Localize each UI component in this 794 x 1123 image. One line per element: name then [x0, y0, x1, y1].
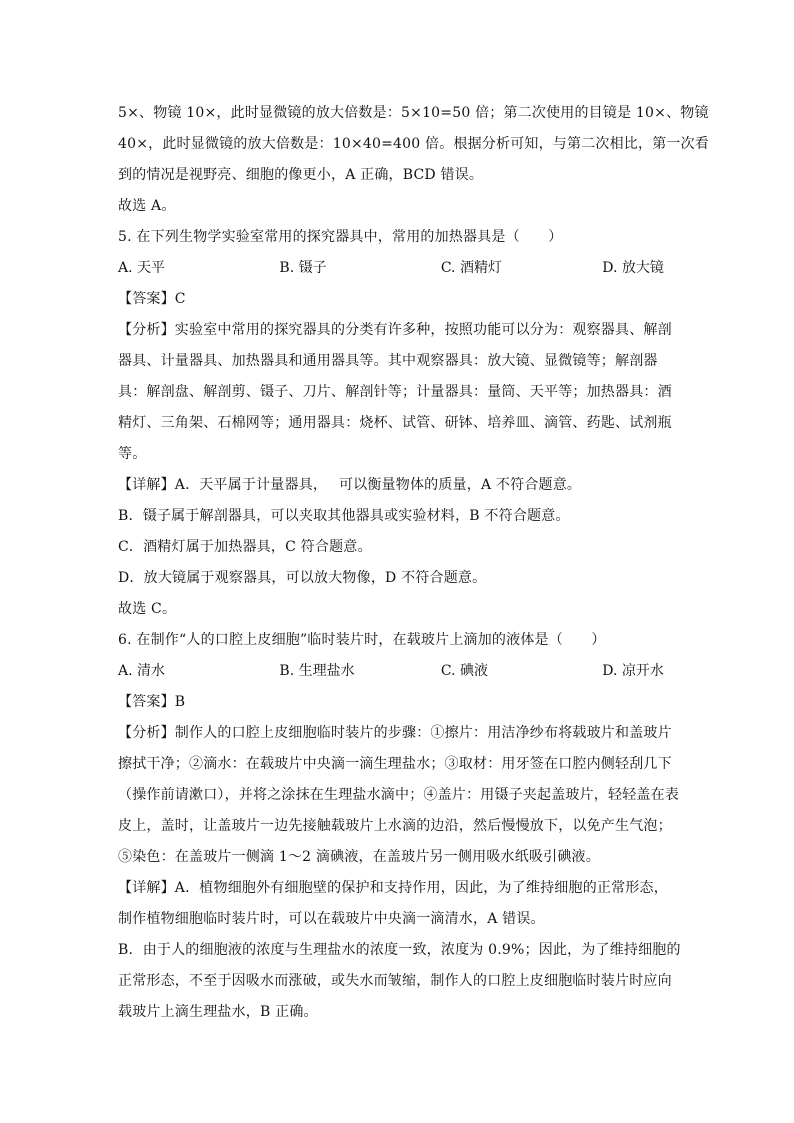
text-line: 正常形态，不至于因吸水而涨破，或失水而皱缩，制作人的口腔上皮细胞临时装片时应向: [118, 973, 672, 989]
option-a: A. 天平: [118, 260, 166, 276]
question-5: [118, 222, 678, 625]
document-content: [118, 98, 710, 1028]
text-line: 等。: [118, 446, 147, 462]
text-line: 擦拭干净；②滴水：在载玻片中央滴一滴生理盐水；③取材：用牙签在口腔内侧轻刮几下: [118, 756, 672, 772]
text-line: B．镊子属于解剖器具，可以夹取其他器具或实验材料，B 不符合题意。: [118, 508, 570, 524]
option-b: B. 生理盐水: [279, 663, 355, 679]
question-options: [118, 656, 678, 687]
option-c: C. 碘液: [440, 663, 488, 679]
detail-block: [118, 470, 678, 625]
question-options: [118, 253, 678, 284]
text-line: 具：解剖盘、解剖剪、镊子、刀片、解剖针等；计量器具：量筒、天平等；加热器具：酒: [118, 384, 672, 400]
question-stem: 6. 在制作“人的口腔上皮细胞”临时装片时，在载玻片上滴加的液体是（ ）: [118, 632, 606, 648]
text-line: D．放大镜属于观察器具，可以放大物像，D 不符合题意。: [118, 570, 487, 586]
text-line: 器具、计量器具、加热器具和通用器具等。其中观察器具：放大镜、显微镜等；解剖器: [118, 353, 658, 369]
answer-line: 【答案】B: [118, 694, 186, 710]
text-line: 制作植物细胞临时装片时，可以在载玻片中央滴一滴清水，A 错误。: [118, 911, 545, 927]
q4-explanation: [118, 98, 710, 222]
answer-line: 【答案】C: [118, 291, 186, 307]
text-line: 5×、物镜 10×，此时显微镜的放大倍数是：5×10=50 倍；第二次使用的目镜是 10×、物镜: [118, 105, 709, 121]
text-line: 【详解】A．天平属于计量器具， 可以衡量物体的质量，A 不符合题意。: [118, 477, 582, 493]
question-stem: 5. 在下列生物学实验室常用的探究器具中，常用的加热器具是（ ）: [118, 229, 563, 245]
text-line: 故选 A。: [118, 198, 176, 214]
text-line: 故选 C。: [118, 601, 177, 617]
analysis-block: [118, 718, 678, 873]
text-line: ⑤染色：在盖玻片一侧滴 1～2 滴碘液，在盖玻片另一侧用吸水纸吸引碘液。: [118, 849, 600, 865]
text-line: 皮上，盖时，让盖玻片一边先接触载玻片上水滴的边沿，然后慢慢放下，以免产生气泡；: [118, 818, 672, 834]
text-line: （操作前请漱口），并将之涂抹在生理盐水滴中；④盖片：用镊子夹起盖玻片，轻轻盖在表: [118, 787, 679, 803]
text-line: 40×，此时显微镜的放大倍数是：10×40=400 倍。根据分析可知，与第二次相比，第一次看: [118, 136, 710, 152]
option-b: B. 镊子: [279, 260, 327, 276]
option-c: C. 酒精灯: [440, 260, 502, 276]
text-line: 到的情况是视野亮、细胞的像更小，A 正确，BCD 错误。: [118, 167, 484, 183]
text-line: C．酒精灯属于加热器具，C 符合题意。: [118, 539, 372, 555]
detail-block: [118, 873, 681, 1028]
option-d: D. 放大镜: [602, 260, 664, 276]
question-6: [118, 625, 681, 1028]
text-line: 【详解】A．植物细胞外有细胞壁的保护和支持作用，因此，为了维持细胞的正常形态，: [118, 880, 668, 896]
text-line: 【分析】实验室中常用的探究器具的分类有许多种，按照功能可以分为：观察器具、解剖: [118, 322, 672, 338]
text-line: B．由于人的细胞液的浓度与生理盐水的浓度一致，浓度为 0.9%；因此，为了维持细胞的: [118, 942, 681, 958]
analysis-block: [118, 315, 678, 470]
text-line: 【分析】制作人的口腔上皮细胞临时装片的步骤：①擦片：用洁净纱布将载玻片和盖玻片: [118, 725, 672, 741]
text-line: 精灯、三角架、石棉网等；通用器具：烧杯、试管、研钵、培养皿、滴管、药匙、试剂瓶: [118, 415, 672, 431]
option-a: A. 清水: [118, 663, 166, 679]
option-d: D. 凉开水: [602, 663, 664, 679]
text-line: 载玻片上滴生理盐水，B 正确。: [118, 1004, 318, 1020]
